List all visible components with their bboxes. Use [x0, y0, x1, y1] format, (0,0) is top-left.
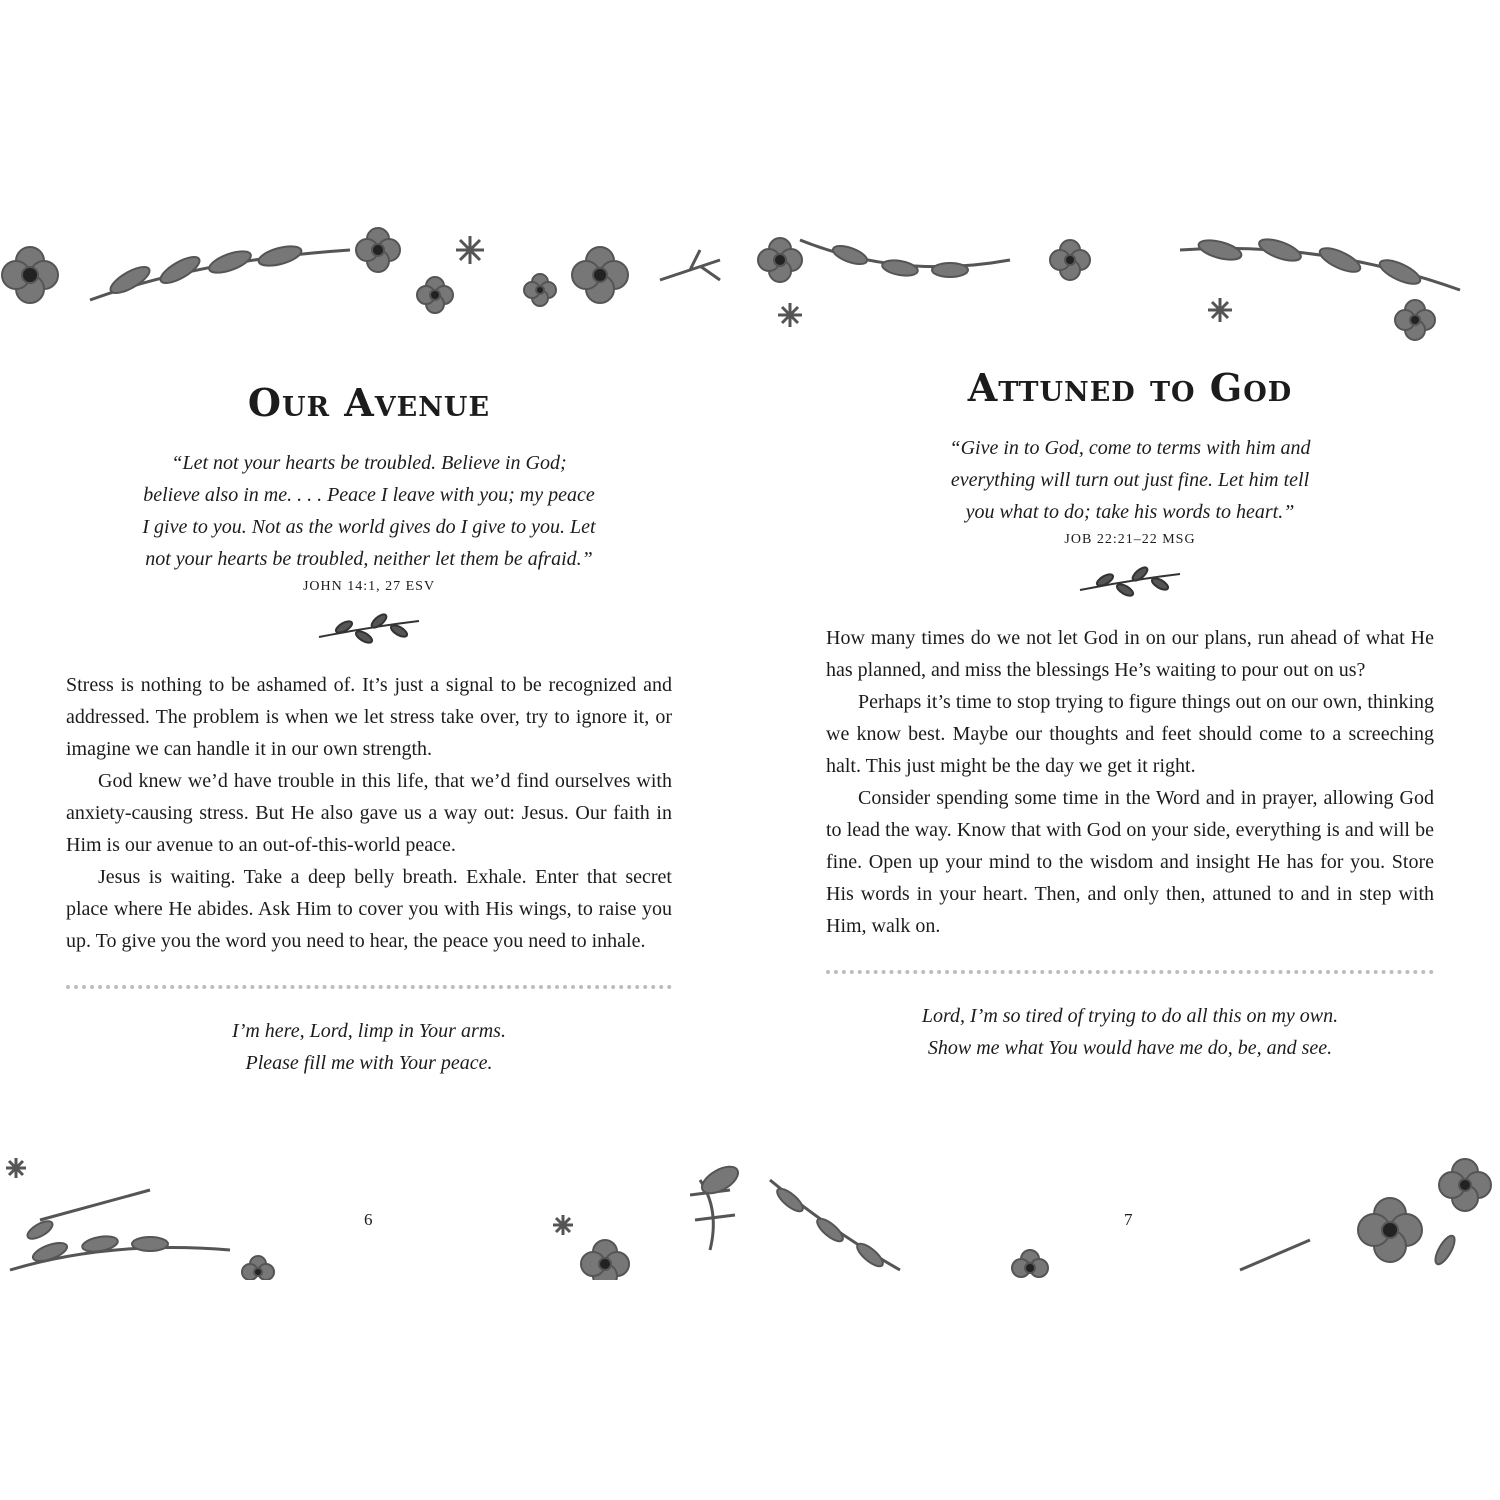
flower-icon: [572, 247, 628, 303]
verse-line: not your hearts be troubled, neither let them be afraid.”: [145, 548, 593, 570]
paragraph: Consider spending some time in the Word and in prayer, allowing God to lead the way. Know that with God on your side, everything is and will be fine. Open up your mind to the wisdom and insight He has for you. Store His words in your heart. Then, and only then, attuned to and in step with Him, walk on.: [826, 787, 1434, 937]
top-floral-border: [0, 220, 1500, 350]
paragraph: Perhaps it’s time to stop trying to figure things out on our own, thinking we know best. Maybe our thoughts and feet should come to a screeching halt. This just might be the day we get it right.: [826, 691, 1434, 777]
verse-line: everything will turn out just fine. Let him tell: [950, 469, 1310, 491]
page-number-right: 7: [1124, 1210, 1133, 1229]
star-flower-icon: [6, 1158, 26, 1178]
left-body-text: [66, 669, 672, 957]
flower-icon: [524, 274, 556, 306]
star-flower-icon: [456, 236, 484, 264]
left-prayer: [66, 1015, 672, 1079]
star-flower-icon: [553, 1215, 573, 1235]
left-page-title: Our Avenue: [247, 380, 491, 425]
prayer-line: Show me what You would have me do, be, and see.: [927, 1037, 1333, 1059]
flower-icon: [417, 277, 453, 313]
left-verse: [99, 447, 639, 575]
book-spread: [0, 220, 1500, 1280]
dotted-divider: [826, 970, 1434, 974]
flower-icon: [1439, 1159, 1491, 1211]
flower-icon: [1395, 300, 1435, 340]
paragraph: Stress is nothing to be ashamed of. It’s just a signal to be recognized and addressed. The problem is when we let stress take over, try to ignore it, or imagine we can handle it in our own strength.: [66, 674, 672, 760]
flower-icon: [758, 238, 802, 282]
flower-icon: [356, 228, 400, 272]
flower-icon: [2, 247, 58, 303]
verse-line: believe also in me. . . . Peace I leave with you; my peace: [143, 484, 595, 506]
right-prayer: [826, 1000, 1434, 1064]
verse-line: I give to you. Not as the world gives do I give to you. Let: [142, 516, 596, 538]
paragraph: How many times do we not let God in on our plans, run ahead of what He has planned, and miss the blessings He’s waiting to pour out on us?: [826, 627, 1434, 681]
prayer-line: I’m here, Lord, limp in Your arms.: [232, 1020, 506, 1042]
page-number-left: 6: [364, 1210, 373, 1229]
verse-line: “Let not your hearts be troubled. Believe in God;: [171, 452, 567, 474]
paragraph: God knew we’d have trouble in this life, that we’d find ourselves with anxiety-causing stress. But He also gave us a way out: Jesus. Our faith in Him is our avenue to an out-of-this-world peace.: [66, 770, 672, 856]
verse-line: “Give in to God, come to terms with him and: [949, 437, 1311, 459]
flower-icon: [242, 1256, 274, 1280]
right-body-text: [826, 622, 1434, 942]
verse-line: you what to do; take his words to heart.”: [965, 501, 1295, 523]
flower-icon: [1358, 1198, 1422, 1262]
right-page-title: Attuned to God: [967, 365, 1293, 410]
right-page: [826, 365, 1434, 1064]
right-verse: [860, 432, 1400, 528]
prayer-line: Please fill me with Your peace.: [245, 1052, 493, 1074]
flower-icon: [581, 1240, 629, 1280]
bottom-floral-border: [0, 1140, 1500, 1280]
flower-icon: [1050, 240, 1090, 280]
left-page: [66, 380, 672, 1079]
star-flower-icon: [778, 303, 802, 327]
prayer-line: Lord, I’m so tired of trying to do all this on my own.: [921, 1005, 1339, 1027]
star-flower-icon: [1208, 298, 1232, 322]
leaf-sprig-icon: [1075, 566, 1185, 600]
leaf-sprig-icon: [314, 613, 424, 647]
left-verse-reference: JOHN 14:1, 27 ESV: [302, 579, 436, 594]
flower-icon: [1012, 1250, 1048, 1277]
dotted-divider: [66, 985, 672, 989]
paragraph: Jesus is waiting. Take a deep belly breath. Exhale. Enter that secret place where He abides. Ask Him to cover you with His wings, to raise you up. To give you the word you need to hear, the peace you need to inhale.: [66, 866, 672, 952]
right-verse-reference: JOB 22:21–22 MSG: [1064, 532, 1196, 547]
